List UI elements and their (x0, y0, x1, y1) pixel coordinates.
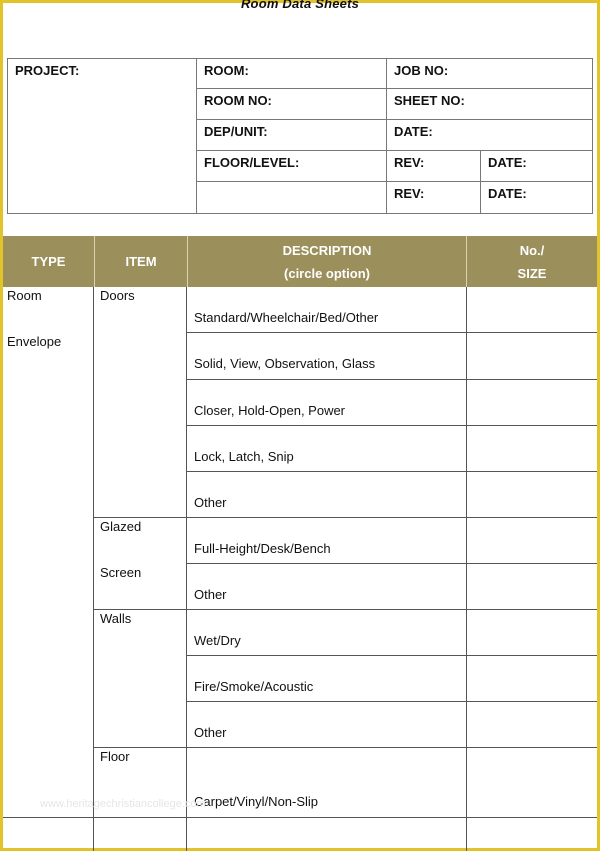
row-divider (186, 379, 597, 380)
row-divider (186, 471, 597, 472)
item-doors: Doors (100, 288, 135, 303)
row-divider (3, 817, 597, 818)
project-info-table (7, 58, 593, 214)
sheet-no-label: SHEET NO: (394, 93, 465, 108)
description-option[interactable]: Carpet/Vinyl/Non-Slip (194, 794, 319, 809)
floor-level-field[interactable] (196, 150, 387, 182)
description-header-sublabel: (circle option) (284, 265, 370, 281)
row-divider (186, 332, 597, 333)
page-title: Room Data Sheets (240, 0, 360, 11)
date-label: DATE: (394, 124, 433, 139)
description-header-label: DESCRIPTION (282, 242, 372, 258)
room-no-field[interactable] (196, 88, 387, 120)
item-walls: Walls (100, 611, 132, 626)
rev-date-label-2: DATE: (488, 186, 527, 201)
job-no-label: JOB NO: (394, 63, 449, 78)
description-option[interactable]: Closer, Hold-Open, Power (194, 403, 346, 418)
type-label-room: Room (7, 288, 42, 303)
room-label: ROOM: (204, 63, 249, 78)
row-divider (93, 609, 597, 610)
rev-label-2: REV: (394, 186, 425, 201)
item-floor: Floor (100, 749, 130, 764)
description-option[interactable]: Other (194, 587, 227, 602)
floor-level-value[interactable] (196, 181, 387, 214)
description-option[interactable]: Fire/Smoke/Acoustic (194, 679, 314, 694)
item-screen: Screen (100, 565, 142, 580)
type-header-label: TYPE (31, 254, 66, 269)
row-divider (93, 517, 597, 518)
column-header-type (3, 236, 94, 287)
date-field[interactable] (386, 119, 593, 151)
rev-date-field-2[interactable] (480, 181, 593, 214)
no-header-label: No./ (519, 242, 545, 258)
item-glazed: Glazed (100, 519, 142, 534)
description-option[interactable]: Other (194, 495, 227, 510)
row-divider (186, 425, 597, 426)
description-option[interactable]: Lock, Latch, Snip (194, 449, 294, 464)
row-divider (186, 655, 597, 656)
description-option[interactable]: Wet/Dry (194, 633, 241, 648)
row-divider (186, 701, 597, 702)
rev-date-field-1[interactable] (480, 150, 593, 182)
description-option[interactable]: Other (194, 725, 227, 740)
size-header-label: SIZE (517, 265, 547, 281)
watermark: www.heritagechristiancollege.com (40, 798, 206, 810)
description-option[interactable]: Solid, View, Observation, Glass (194, 356, 376, 371)
column-header-item (94, 236, 187, 287)
room-field[interactable] (196, 58, 387, 89)
room-no-label: ROOM NO: (204, 93, 272, 108)
row-divider (93, 747, 597, 748)
row-divider (186, 563, 597, 564)
type-label-envelope: Envelope (7, 334, 62, 349)
rev-label-1: REV: (394, 155, 425, 170)
project-field[interactable] (7, 58, 197, 214)
rev-field-2[interactable] (386, 181, 481, 214)
col-divider-item (93, 287, 94, 851)
dep-unit-field[interactable] (196, 119, 387, 151)
sheet-no-field[interactable] (386, 88, 593, 120)
rev-date-label-1: DATE: (488, 155, 527, 170)
column-header-description (187, 236, 466, 287)
project-label: PROJECT: (15, 63, 80, 78)
col-divider-size (466, 287, 467, 851)
col-divider-description (186, 287, 187, 851)
item-header-label: ITEM (125, 254, 157, 269)
description-option[interactable]: Full-Height/Desk/Bench (194, 541, 331, 556)
table-header (3, 236, 597, 287)
job-no-field[interactable] (386, 58, 593, 89)
description-option[interactable]: Standard/Wheelchair/Bed/Other (194, 310, 379, 325)
dep-unit-label: DEP/UNIT: (204, 124, 268, 139)
rev-field-1[interactable] (386, 150, 481, 182)
column-header-no-size (466, 236, 597, 287)
floor-level-label: FLOOR/LEVEL: (204, 155, 300, 170)
